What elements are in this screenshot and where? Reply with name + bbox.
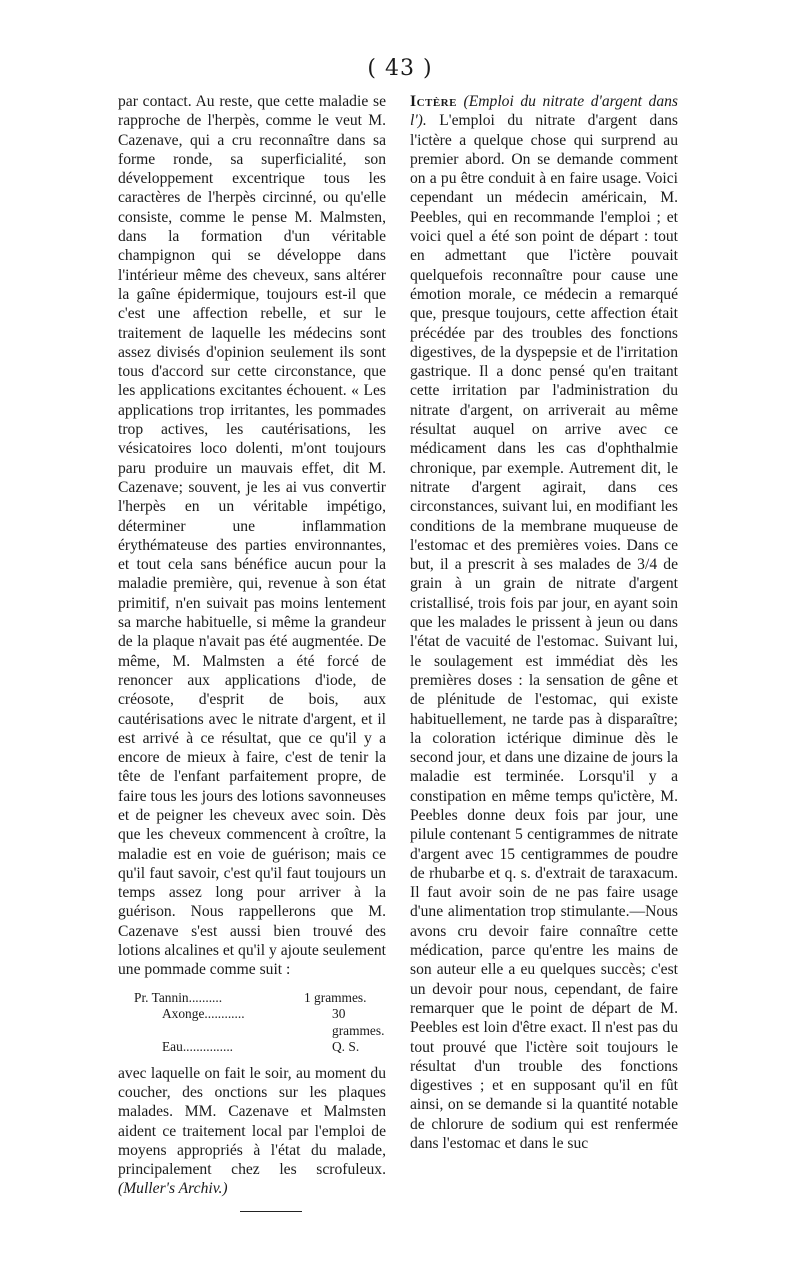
prescription-amount: 30 grammes. bbox=[332, 1006, 385, 1038]
paragraph-text: L'emploi du nitrate d'argent dans l'ictère a quelque chose qui surprend au premier abord. On se demande comment on a pu être conduit à en faire usage. Voici cependant un médecin américain, M. Peebles, qui en recommande l'emploi ; et voici quel a été son point de départ : tout en admettant que l'ictère pouvait quelquefois reconnaître pour cause une émotion morale, ce médecin a remarqué que, presque toujours, cette affection était précédée par des troubles des fonctions digestives, de la dyspepsie et de l'irritation gastrique. Il a donc pensé qu'en traitant cette irritation par l'administration du nitrate d'argent, on arriverait au même résultat auquel on arrive avec ce médicament dans les cas d'ophthalmie chronique, par exemple. Autrement dit, le nitrate d'argent agirait, dans ces circonstances, suivant lui, en modifiant les conditions de la membrane muqueuse de l'estomac et des premières voies. Dans ce but, il a prescrit à ses malades de 3/4 de grain à un grain de nitrate d'argent cristallisé, trois fois par jour, en ayant soin que les malades le prissent à jeun ou dans l'état de vacuité de l'estomac. Suivant lui, le soulagement est immédiat dès les premières doses : la sensation de gêne et de plénitude de l'estomac, qui existe habituellement, ne tarde pas à disparaître; la coloration ictérique diminue dès le second jour, et dans une dizaine de jours la maladie est terminée. Lorsqu'il y a constipation en même temps qu'ictère, M. Peebles donne deux fois par jour, une pilule contenant 5 centigrammes de nitrate d'argent avec 15 centigrammes de poudre de rhubarbe et q. s. d'extrait de taraxacum. Il faut avoir soin de ne pas faire usage d'une alimentation trop stimulante.—Nous avons cru devoir faire connaître cette médication, parce qu'entre les mains de son auteur elle a eu quelques succès; c'est un devoir pour nous, cependant, de faire remarquer que le point de départ de M. Peebles est loin d'être exact. Il n'est pas du tout prouvé que l'ictère soit toujours le résultat d'un trouble des fonctions digestives ; et en supposant qu'il en fût ainsi, on se demande si la quantité notable de chlorure de sodium qui est renfermée dans l'estomac et dans le suc bbox=[410, 112, 679, 1153]
paragraph bbox=[410, 92, 678, 1153]
left-column bbox=[118, 92, 386, 1212]
prescription-ingredient: Eau............... bbox=[162, 1039, 234, 1055]
prescription-ingredient: Pr. Tannin.......... bbox=[134, 989, 223, 1005]
page-number: ( 43 ) bbox=[367, 56, 433, 81]
prescription-row bbox=[118, 1039, 386, 1056]
prescription-amount: 1 grammes. bbox=[304, 989, 367, 1005]
section-divider bbox=[240, 1211, 302, 1212]
right-column bbox=[410, 92, 678, 1153]
prescription-amount: Q. S. bbox=[332, 1039, 360, 1055]
prescription-row bbox=[118, 1006, 386, 1039]
section-heading-subtitle: (Emploi du nitrate d'argent dans l'). bbox=[410, 93, 678, 130]
prescription-ingredient: Axonge............ bbox=[162, 1006, 245, 1022]
source-citation: (Muller's Archiv.) bbox=[118, 1180, 228, 1198]
paragraph: par contact. Au reste, que cette maladie se rapproche de l'herpès, comme le veut M. Cazenave, qui a cru reconnaître dans sa forme ronde, sa superficialité, son développement excentrique tous les caractères de l'herpès circinné, ou qu'elle consiste, comme le pense M. Malmsten, dans la formation d'un véritable champignon qui se développe dans l'intérieur même des cheveux, sans altérer la gaîne épidermique, toujours est-il que c'est une affection rebelle, et sur le traitement de laquelle les médecins sont assez divisés d'opinion seulement ils sont tous d'accord sur cette circonstance, que les applications excitantes échouent. « Les applications trop irritantes, les pommades trop actives, les cautérisations, les vésicatoires loco dolenti, m'ont toujours paru produire un mauvais effet, dit M. Cazenave; souvent, je les ai vus convertir l'herpès en un véritable impétigo, déterminer une inflammation érythémateuse des parties environnantes, et tout cela sans bénéfice aucun pour la maladie première, qui, revenue à son état primitif, n'en suivait pas moins lentement sa marche habituelle, si même la grandeur de la plaque n'avait pas été augmentée. De même, M. Malmsten a été forcé de renoncer aux applications d'iode, de créosote, d'esprit de bois, aux cautérisations avec le nitrate d'argent, et il est arrivé à ce résultat, que ce qu'il y a encore de mieux à faire, c'est de tenir la tête de l'enfant parfaitement propre, de faire tous les jours des lotions savonneuses et de peigner les cheveux avec soin. Dès que les cheveux commencent à croître, la maladie est en voie de guérison; mais ce qu'il faut savoir, c'est qu'il faut toujours un temps assez long pour arriver à la guérison. Nous rappellerons que M. Cazenave s'est aussi bien trouvé des lotions alcalines et qu'il y ajoute seulement une pommade comme suit : bbox=[118, 93, 386, 979]
paragraph-text: avec laquelle on fait le soir, au moment du coucher, des onctions sur les plaques malades. MM. Cazenave et Malmsten aident ce traitement local par l'emploi de moyens appropriés à l'état du malade, principalement chez les scrofuleux. bbox=[118, 1064, 386, 1179]
prescription-row bbox=[118, 990, 386, 1007]
paragraph bbox=[118, 1064, 386, 1199]
prescription bbox=[118, 990, 386, 1056]
section-heading: Ictère bbox=[410, 93, 457, 110]
